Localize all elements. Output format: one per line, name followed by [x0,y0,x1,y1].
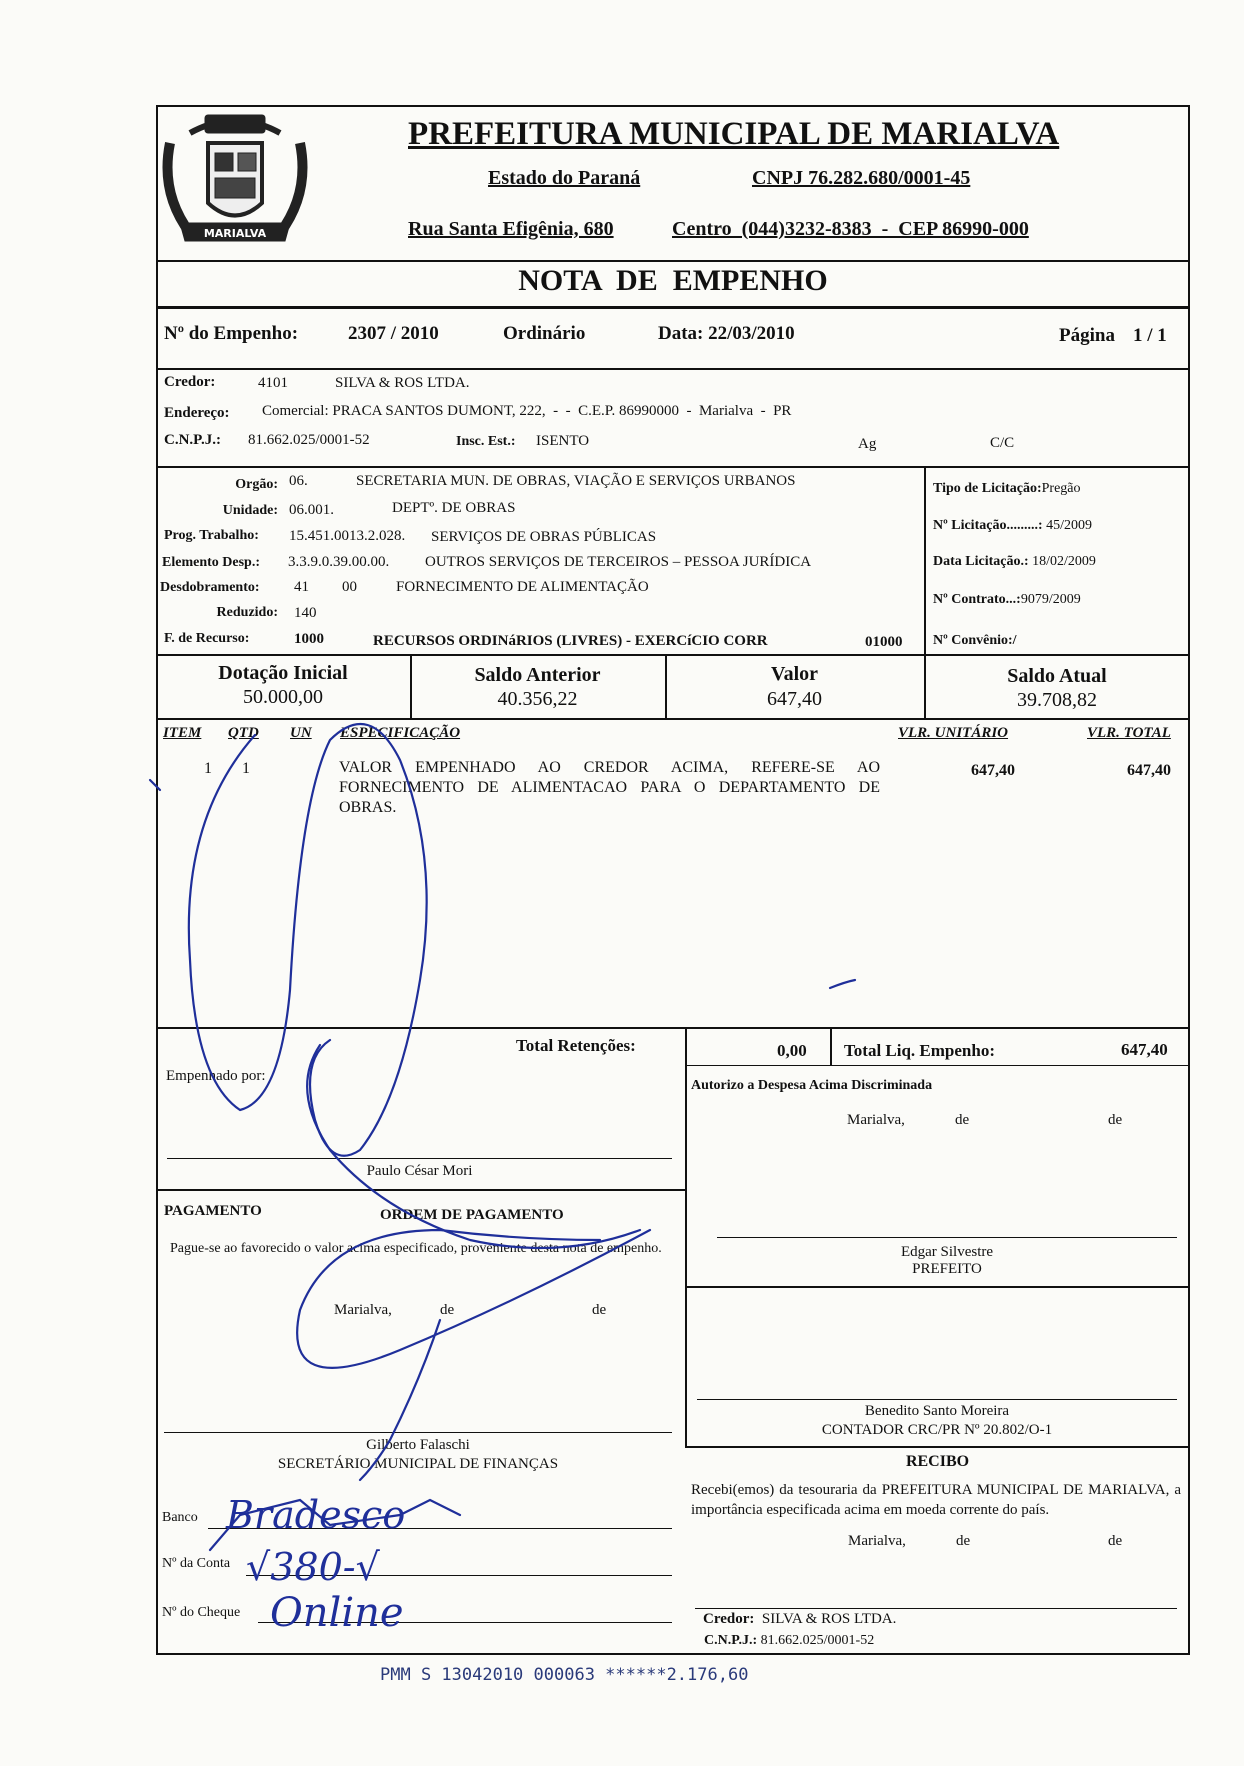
empenho-number: 2307 / 2010 [348,323,439,344]
empenho-label: Nº do Empenho: [164,323,299,344]
recibo-de-1: de [956,1533,971,1549]
saldo-anterior-label: Saldo Anterior [474,664,601,686]
cheque-label: Nº do Cheque [162,1605,241,1620]
credor-code: 4101 [258,375,288,391]
numero-contrato: Nº Contrato...:9079/2009 [933,592,1081,607]
cnpj-label: C.N.P.J.: [164,432,221,448]
pagamento-de-1: de [440,1302,455,1318]
credor-name: SILVA & ROS LTDA. [335,375,470,391]
header-address: Rua Santa Efigênia, 680 [408,218,614,240]
contador-role: CONTADOR CRC/PR Nº 20.802/O-1 [821,1422,1053,1438]
prog-desc: SERVIÇOS DE OBRAS PÚBLICAS [431,529,657,545]
signer-falaschi-role: SECRETÁRIO MUNICIPAL DE FINANÇAS [277,1456,559,1472]
recurso-code: 1000 [294,631,324,647]
col-especificacao: ESPECIFICAÇÃO [340,725,461,741]
handwritten-cheque: Online [270,1590,404,1636]
credor-address: Comercial: PRACA SANTOS DUMONT, 222, - - C.E.P. 86990000 - Marialva - PR [262,403,792,419]
tipo-licitacao: Tipo de Licitação:Pregão [933,481,1081,496]
cc-label: C/C [990,435,1015,451]
desdobramento-code: 41 [294,579,309,595]
prog-code: 15.451.0013.2.028. [289,528,406,544]
col-un: UN [290,725,312,741]
numero-licitacao: Nº Licitação.........: 45/2009 [933,518,1092,533]
orgao-desc: SECRETARIA MUN. DE OBRAS, VIAÇÃO E SERVIÇOS URBANOS [356,473,796,489]
desdobramento-desc: FORNECIMENTO DE ALIMENTAÇÃO [396,579,649,595]
empenho-date: Data: 22/03/2010 [658,323,795,344]
pague-text: Pague-se ao favorecido o valor acima especificado, proveniente desta nota de empenho. [170,1241,662,1256]
autorizo-place: Marialva, [847,1112,905,1128]
col-qtd: QTD [228,725,259,741]
total-liquido-label: Total Liq. Empenho: [844,1041,995,1060]
col-vlr-unitario: VLR. UNITÁRIO [898,725,1009,741]
pagamento-place: Marialva, [334,1302,392,1318]
reduzido-code: 140 [294,605,317,621]
signer-falaschi: Gilberto Falaschi [366,1437,470,1453]
orgao-label: Orgão: [235,477,278,492]
state-name: Estado do Paraná [488,167,641,189]
insc-value: ISENTO [536,433,590,449]
recibo-cnpj: C.N.P.J.: 81.662.025/0001-52 [704,1633,875,1648]
document-type: NOTA DE EMPENHO [518,264,828,297]
credor-label: Credor: [164,374,216,390]
unidade-code: 06.001. [289,502,334,518]
recibo-credor: Credor: SILVA & ROS LTDA. [703,1611,897,1627]
prog-label: Prog. Trabalho: [164,528,259,543]
crest-banner-text: MARIALVA [203,227,267,240]
saldo-atual-label: Saldo Atual [1007,665,1107,687]
prefeito-role: PREFEITO [912,1261,982,1277]
recibo-de-2: de [1108,1533,1123,1549]
empenho-type: Ordinário [503,323,586,344]
unidade-label: Unidade: [222,503,278,518]
valor-label: Valor [770,663,819,685]
pagamento-de-2: de [592,1302,607,1318]
valor-value: 647,40 [767,688,822,710]
desdobramento-label: Desdobramento: [160,580,260,595]
footer-stamp: PMM S 13042010 000063 ******2.176,60 [380,1665,749,1685]
recibo-text: Recebi(emos) da tesouraria da PREFEITURA MUNICIPAL DE MARIALVA, a importância especificada acima em moeda corrente do país. [691,1482,1181,1518]
col-vlr-total: VLR. TOTAL [1087,725,1171,741]
prefeito-name: Edgar Silvestre [900,1244,994,1260]
page-title: PREFEITURA MUNICIPAL DE MARIALVA [408,116,1060,152]
dotacao-inicial-label: Dotação Inicial [218,662,348,684]
elemento-label: Elemento Desp.: [162,555,260,570]
data-licitacao: Data Licitação.: 18/02/2009 [933,554,1096,569]
recibo-heading: RECIBO [905,1453,970,1470]
autorizo-de-1: de [955,1112,970,1128]
ag-label: Ag [858,436,877,452]
credor-cnpj: 81.662.025/0001-52 [248,432,370,448]
saldo-anterior-value: 40.356,22 [497,688,578,710]
saldo-atual-value: 39.708,82 [1017,689,1097,711]
endereco-label: Endereço: [164,405,230,421]
signer-mori: Paulo César Mori [366,1163,473,1179]
header-address-rest: Centro (044)3232-8383 - CEP 86990-000 [672,218,1029,240]
page-number: 1 / 1 [1133,325,1167,346]
recurso-number: 01000 [865,634,903,650]
total-retencoes-value: 0,00 [777,1041,807,1060]
handwritten-conta: √380-√ [246,1545,380,1589]
total-retencoes-label: Total Retenções: [516,1036,636,1055]
banco-label: Banco [162,1510,198,1525]
dotacao-inicial-value: 50.000,00 [243,686,323,708]
page-label: Página [1059,325,1115,346]
autorizo-de-2: de [1108,1112,1123,1128]
autorizo-text: Autorizo a Despesa Acima Discriminada [691,1078,933,1093]
col-item: ITEM [163,725,202,741]
row-qtd: 1 [242,760,250,777]
elemento-code: 3.3.9.0.39.00.00. [288,554,390,570]
pagamento-heading: PAGAMENTO [164,1203,262,1219]
handwritten-banco: Bradesco [226,1493,406,1537]
numero-convenio: Nº Convênio:/ [933,633,1017,648]
recurso-label: F. de Recurso: [164,631,250,646]
ordem-pagamento-heading: ORDEM DE PAGAMENTO [380,1207,564,1223]
empenhado-por-label: Empenhado por: [166,1068,266,1084]
conta-label: Nº da Conta [162,1556,231,1571]
row-unit-value: 647,40 [971,762,1015,779]
row-item: 1 [204,760,212,777]
row-description: VALOR EMPENHADO AO CREDOR ACIMA, REFERE-SE AO FORNECIMENTO DE ALIMENTACAO PARA O DEPARTAMENTO DE OBRAS. [339,759,880,816]
recibo-place: Marialva, [848,1533,906,1549]
header-cnpj: CNPJ 76.282.680/0001-45 [752,167,971,189]
total-liquido-value: 647,40 [1121,1040,1168,1059]
recurso-desc: RECURSOS ORDINáRIOS (LIVRES) - EXERCíCIO CORR [373,633,768,649]
contador-name: Benedito Santo Moreira [864,1403,1010,1419]
elemento-desc: OUTROS SERVIÇOS DE TERCEIROS – PESSOA JURÍDICA [425,554,812,570]
orgao-code: 06. [289,473,308,489]
insc-label: Insc. Est.: [456,434,516,449]
unidade-desc: DEPTº. DE OBRAS [392,500,516,516]
reduzido-label: Reduzido: [216,605,278,620]
row-total-value: 647,40 [1127,762,1171,779]
desdobramento-sub: 00 [342,579,357,595]
